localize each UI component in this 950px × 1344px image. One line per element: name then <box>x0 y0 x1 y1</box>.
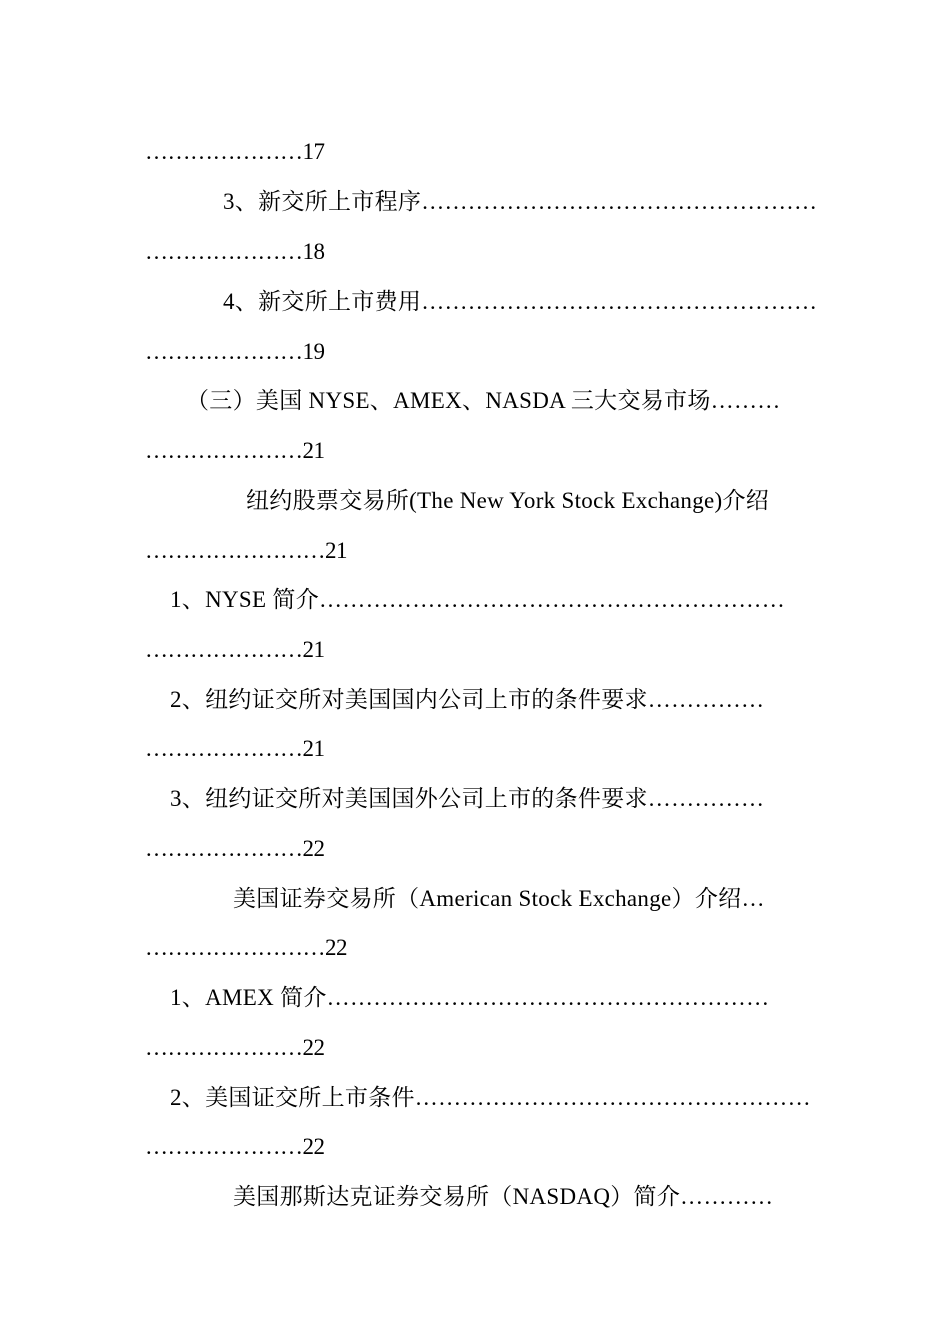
toc-entry-amex-overview: 1、AMEX 简介………………………………………………… <box>170 985 770 1010</box>
toc-entry-sgx-listing-fees: 4、新交所上市费用…………………………………………… <box>223 289 818 314</box>
toc-entry-sgx-listing-procedure: 3、新交所上市程序…………………………………………… <box>223 189 818 214</box>
toc-entry-amex-intro: 美国证券交易所（American Stock Exchange）介绍… <box>233 886 765 911</box>
toc-line-continuation: …………………22 <box>145 1035 325 1060</box>
toc-line-continuation: …………………18 <box>145 239 325 264</box>
toc-line-continuation: …………………21 <box>145 736 325 761</box>
toc-line-continuation: …………………21 <box>145 438 325 463</box>
toc-line-continuation: …………………22 <box>145 836 325 861</box>
toc-entry-nyse-domestic-requirements: 2、纽约证交所对美国国内公司上市的条件要求…………… <box>170 687 765 712</box>
toc-line-continuation: ……………………21 <box>145 538 347 563</box>
toc-entry-nyse-foreign-requirements: 3、纽约证交所对美国国外公司上市的条件要求…………… <box>170 786 765 811</box>
toc-entry-amex-listing-conditions: 2、美国证交所上市条件…………………………………………… <box>170 1085 811 1110</box>
toc-line-continuation: …………………19 <box>145 339 325 364</box>
toc-entry-nasdaq-intro: 美国那斯达克证券交易所（NASDAQ）简介………… <box>233 1184 774 1209</box>
toc-line-continuation: …………………22 <box>145 1134 325 1159</box>
toc-entry-us-three-markets: （三）美国 NYSE、AMEX、NASDA 三大交易市场……… <box>186 388 781 413</box>
toc-line-continuation: …………………21 <box>145 637 325 662</box>
toc-line-continuation: ……………………22 <box>145 935 347 960</box>
toc-line-continuation: …………………17 <box>145 139 325 164</box>
toc-entry-nyse-overview: 1、NYSE 简介…………………………………………………… <box>170 587 786 612</box>
toc-entry-nyse-intro: 纽约股票交易所(The New York Stock Exchange)介绍 <box>246 488 770 513</box>
